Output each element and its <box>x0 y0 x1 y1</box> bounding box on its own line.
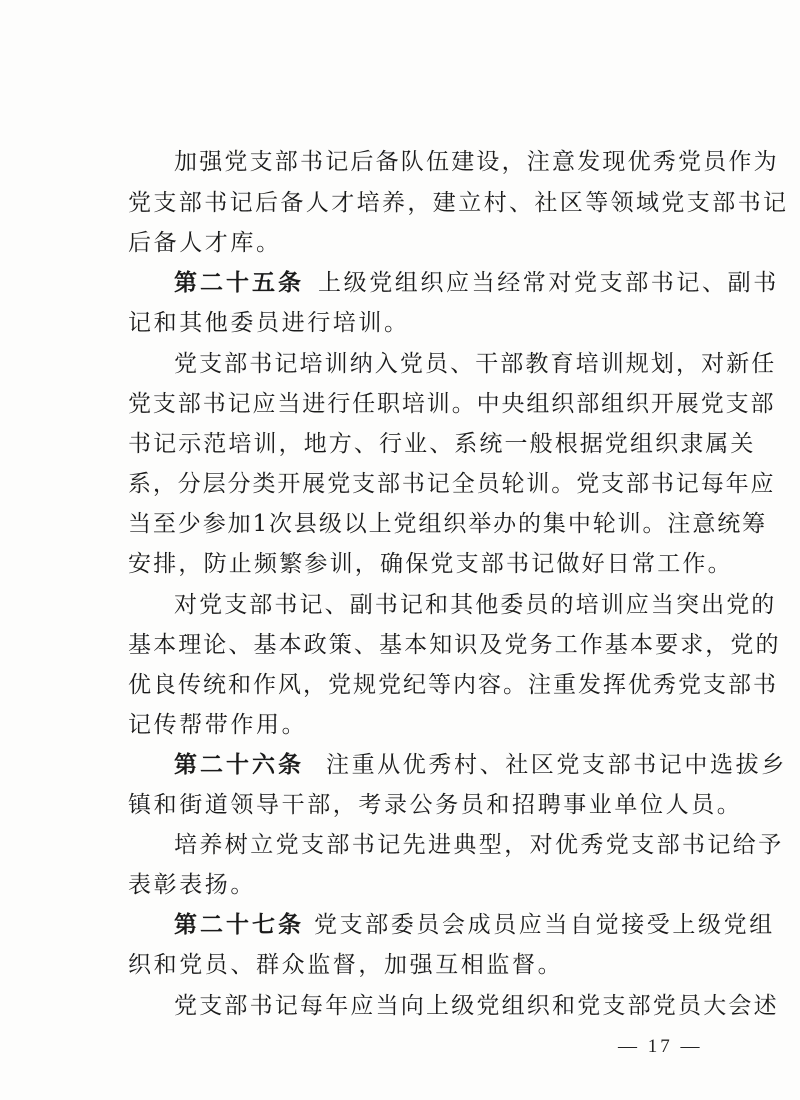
text-line: 安排，防止频繁参训，确保党支部书记做好日常工作。 <box>128 551 733 577</box>
text-line: 加强党支部书记后备队伍建设，注意发现优秀党员作为 <box>174 149 779 175</box>
text-line: 表彰表扬。 <box>128 872 256 898</box>
text-line: 党支部书记后备人才培养，建立村、社区等领域党支部书记 <box>128 190 789 216</box>
article-25-heading: 第二十五条 <box>174 269 304 296</box>
text-line: 党支部书记应当进行任职培训。中央组织部组织开展党支部 <box>128 391 776 417</box>
text-line: 系，分层分类开展党支部书记全员轮训。党支部书记每年应 <box>128 471 776 497</box>
text-line: 党支部书记培训纳入党员、干部教育培训规划，对新任 <box>174 351 777 377</box>
text-line: 当至少参加1次县级以上党组织举办的集中轮训。注意统筹 <box>128 511 768 537</box>
text-line: 基本理论、基本政策、基本知识及党务工作基本要求，党的 <box>128 632 781 658</box>
text-line: 记传帮带作用。 <box>128 712 308 738</box>
text-line: 镇和街道领导干部，考录公务员和招聘事业单位人员。 <box>128 792 743 818</box>
text-line: 优良传统和作风，党规党纪等内容。注重发挥优秀党支部书 <box>128 672 778 698</box>
article-27-heading: 第二十七条 <box>174 911 304 938</box>
article-25-line <box>174 268 779 298</box>
text-line: 上级党组织应当经常对党支部书记、副书 <box>318 270 779 296</box>
text-line: 党支部委员会成员应当自觉接受上级党组 <box>314 912 775 938</box>
text-line: 记和其他委员进行培训。 <box>128 310 410 336</box>
article-27-line <box>174 910 775 940</box>
page-number: — 17 — <box>618 1036 703 1057</box>
article-26-heading: 第二十六条 <box>174 751 304 778</box>
text-line: 书记示范培训，地方、行业、系统一般根据党组织隶属关 <box>128 431 756 457</box>
text-line: 注重从优秀村、社区党支部书记中选拔乡 <box>326 752 787 778</box>
text-line: 织和党员、群众监督，加强互相监督。 <box>128 952 564 978</box>
text-line: 后备人才库。 <box>128 230 282 256</box>
text-line: 培养树立党支部书记先进典型，对优秀党支部书记给予 <box>174 832 784 858</box>
article-26-line <box>174 750 787 780</box>
text-line: 对党支部书记、副书记和其他委员的培训应当突出党的 <box>174 592 777 618</box>
text-line: 党支部书记每年应当向上级党组织和党支部党员大会述 <box>174 993 779 1019</box>
